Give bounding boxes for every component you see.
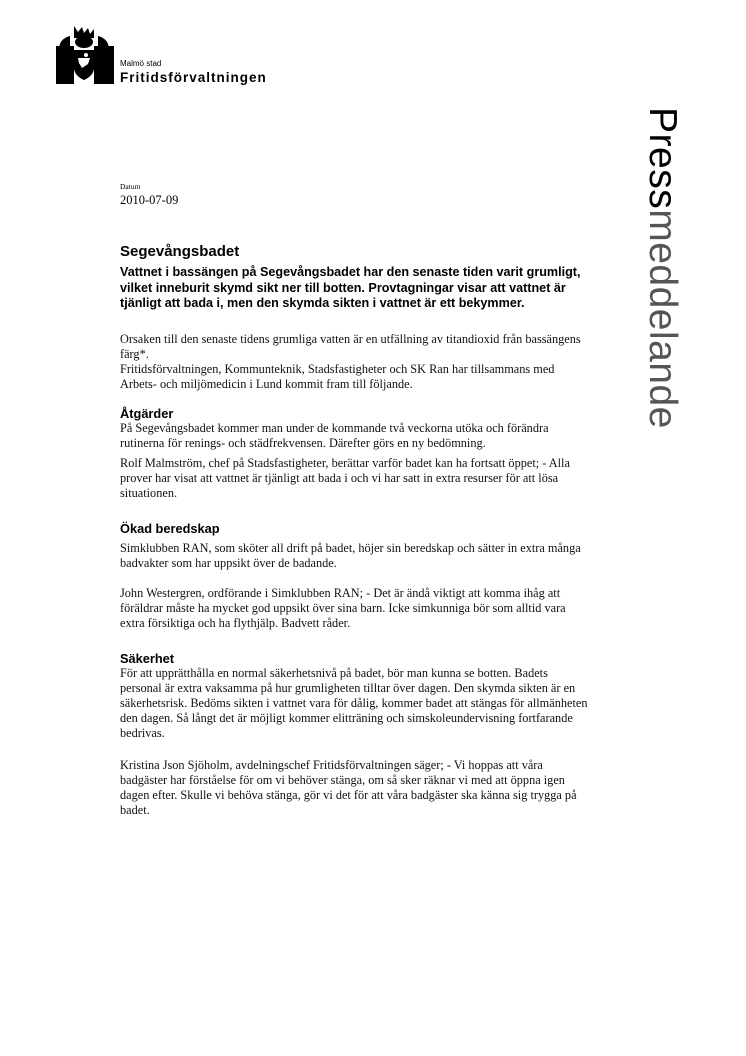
- section-heading-sakerhet: Säkerhet: [120, 650, 175, 666]
- side-title-part-2: meddelande: [641, 209, 684, 429]
- org-name: Fritidsförvaltningen: [120, 70, 267, 85]
- side-title-part-1: Press: [641, 107, 684, 210]
- section-atgarder-paragraph-1: På Segevångsbadet kommer man under de kommande två veckorna utöka och förändra rutinerna för renings- och städfrekvensen. Därefter görs en ny bedömning.: [120, 420, 549, 450]
- lead-paragraph: Vattnet i bassängen på Segevångsbadet har den senaste tiden varit grumligt, vilket inneburit skymd sikt ner till botten. Provtagningar visar att vattnet är tjänligt att bada i, men den skymda sikten i vattnet är ett bekymmer.: [120, 265, 581, 310]
- side-title-pressmeddelande: [642, 107, 682, 547]
- date-value: 2010-07-09: [120, 193, 179, 207]
- section-heading-atgarder: Åtgärder: [120, 405, 174, 421]
- article: [120, 243, 590, 818]
- headline: Segevångsbadet: [120, 243, 240, 260]
- section-sakerhet-paragraph-2: Kristina Json Sjöholm, avdelningschef Fritidsförvaltningen säger; - Vi hoppas att våra badgäster har förståelse för om vi behöver stänga, om så sker räknar vi med att öppna igen dagen efter. Skulle vi behöva stänga, gör vi det för att våra badgäster ska känna sig trygga på badet.: [120, 757, 577, 817]
- section-sakerhet-paragraph-1: För att upprätthålla en normal säkerhetsnivå på badet, bör man kunna se botten. Badets personal är extra vaksamma på hur grumligheten tilltar över dagen. Den skymda sikten är en säkerhetsrisk. Bedöms sikten i vattnet vara för dålig, kommer badet att stängas för allmänheten den dagen. Så långt det är möjligt kommer elitträning och simskoleundervisning fortfarande bedrivas.: [120, 665, 588, 740]
- malmo-coat-of-arms-logo: [52, 24, 118, 84]
- section-atgarder-paragraph-2: Rolf Malmström, chef på Stadsfastigheter, berättar varför badet kan ha fortsatt öppet; - Alla prover har visat att vattnet är tjänligt att bada i och vi har satt in extra resurser för att lösa situationen.: [120, 455, 570, 500]
- intro-paragraph-2: Fritidsförvaltningen, Kommunteknik, Stadsfastigheter och SK Ran har tillsammans med Arbets- och miljömedicin i Lund kommit fram till följande.: [120, 361, 555, 391]
- section-beredskap-paragraph-2: John Westergren, ordförande i Simklubben RAN; - Det är ändå viktigt att komma ihåg att föräldrar måste ha mycket god uppsikt över sina barn. Icke simkunniga bör som alltid vara extra försiktiga och ha flythjälp. Badvett råder.: [120, 585, 566, 630]
- intro-paragraph-1: Orsaken till den senaste tidens grumliga vatten är en utfällning av titandioxid från bassängens färg*.: [120, 331, 581, 361]
- section-heading-okad-beredskap: Ökad beredskap: [120, 520, 220, 536]
- section-beredskap-paragraph-1: Simklubben RAN, som sköter all drift på badet, höjer sin beredskap och sätter in extra många badvakter som har uppsikt över de badande.: [120, 540, 581, 570]
- date-label: Datum: [120, 182, 141, 191]
- org-name-small: Malmö stad: [120, 59, 162, 68]
